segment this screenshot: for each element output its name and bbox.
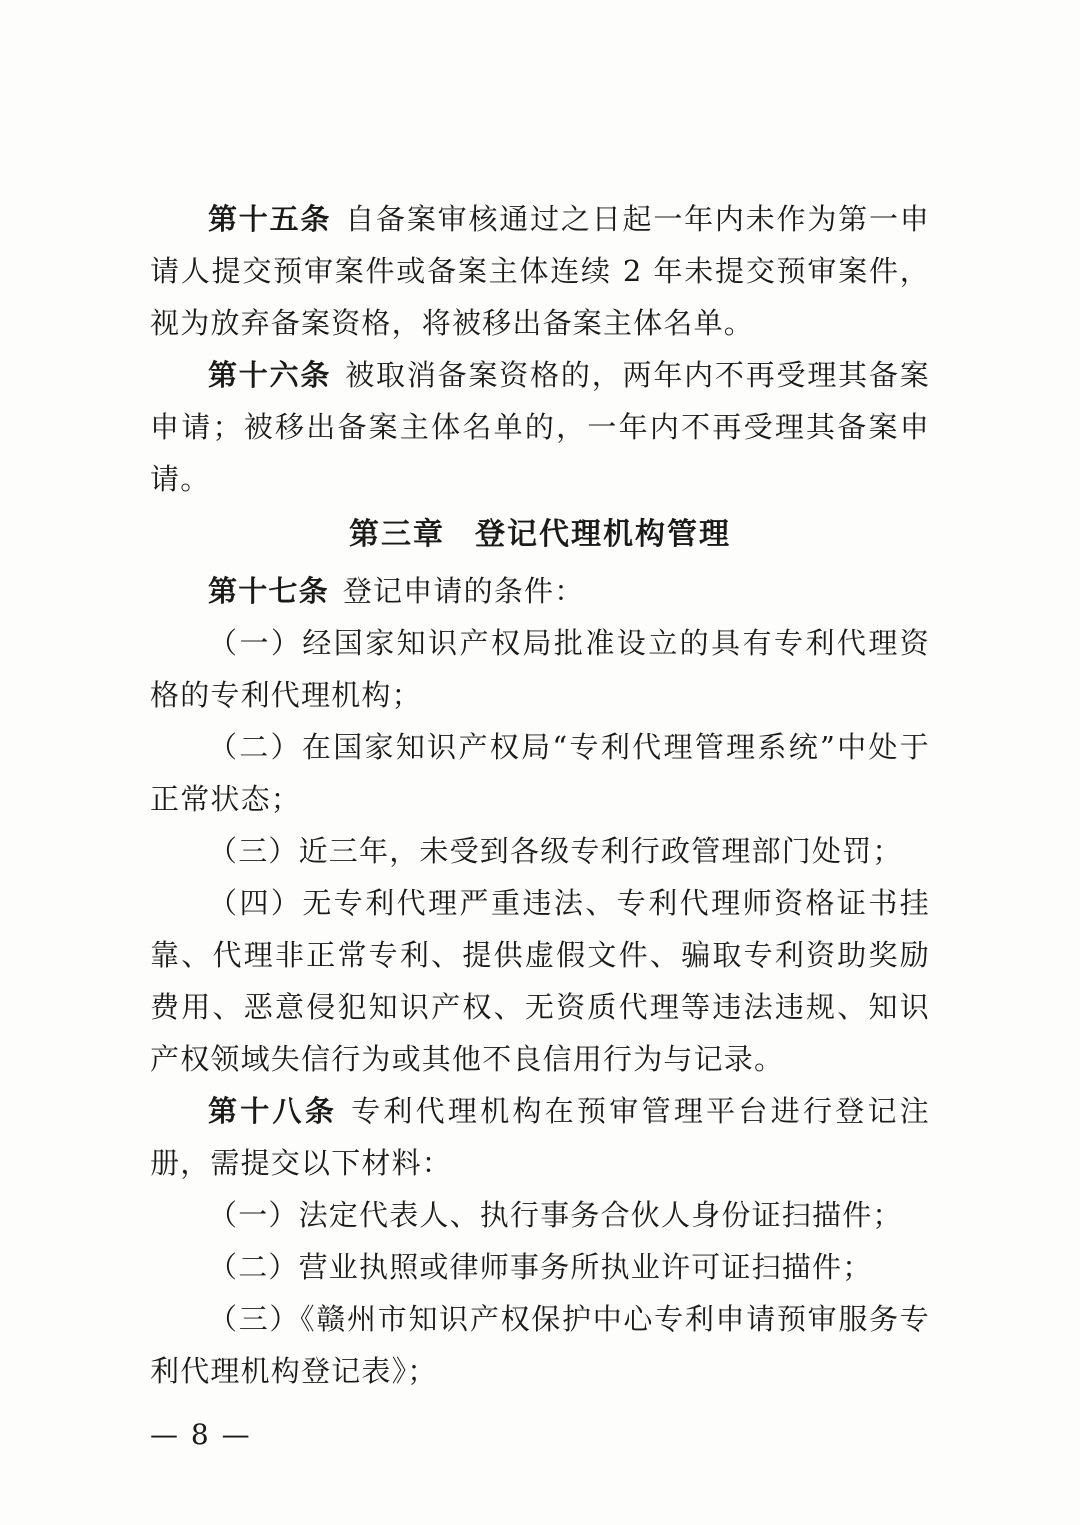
chapter-number: 第三章 [349,517,445,552]
article-18-label: 第十八条 [208,1094,338,1128]
article-17-item-4: （四）无专利代理严重违法、专利代理师资格证书挂靠、代理非正常专利、提供虚假文件、骗取专利资助奖励费用、恶意侵犯知识产权、无资质代理等违法违规、知识产权领域失信行为或其他不良信用行为与记录。 [150,886,930,1076]
article-18 [150,1085,930,1189]
article-16 [150,349,930,505]
article-17-label: 第十七条 [208,574,329,608]
article-17-item-2: （二）在国家知识产权局“专利代理管理系统”中处于正常状态； [150,730,930,816]
article-15-text: 自备案审核通过之日起一年内未作为第一申请人提交预审案件或备案主体连续 2 年未提交预审案件，视为放弃备案资格，将被移出备案主体名单。 [150,202,930,340]
chapter-heading [150,505,930,565]
article-16-text: 被取消备案资格的，两年内不再受理其备案申请；被移出备案主体名单的，一年内不再受理其备案申请。 [150,358,930,496]
article-18-item-2: （二）营业执照或律师事务所执业许可证扫描件； [208,1250,873,1284]
article-15 [150,193,930,349]
article-17-item-1: （一）经国家知识产权局批准设立的具有专利代理资格的专利代理机构； [150,626,930,712]
chapter-title: 登记代理机构管理 [475,517,731,552]
article-16-label: 第十六条 [208,358,332,392]
article-17-text: 登记申请的条件： [342,574,585,608]
article-17-item-3: （三）近三年，未受到各级专利行政管理部门处罚； [208,834,903,868]
page-number: — 8 — [150,1418,252,1451]
article-18-text: 专利代理机构在预审管理平台进行登记注册，需提交以下材料： [150,1094,930,1180]
article-17 [150,565,930,617]
document-body [150,193,930,1397]
article-18-item-3: （三）《赣州市知识产权保护中心专利申请预审服务专利代理机构登记表》； [150,1302,930,1388]
article-15-label: 第十五条 [208,202,332,236]
article-18-item-1: （一）法定代表人、执行事务合伙人身份证扫描件； [208,1198,903,1232]
